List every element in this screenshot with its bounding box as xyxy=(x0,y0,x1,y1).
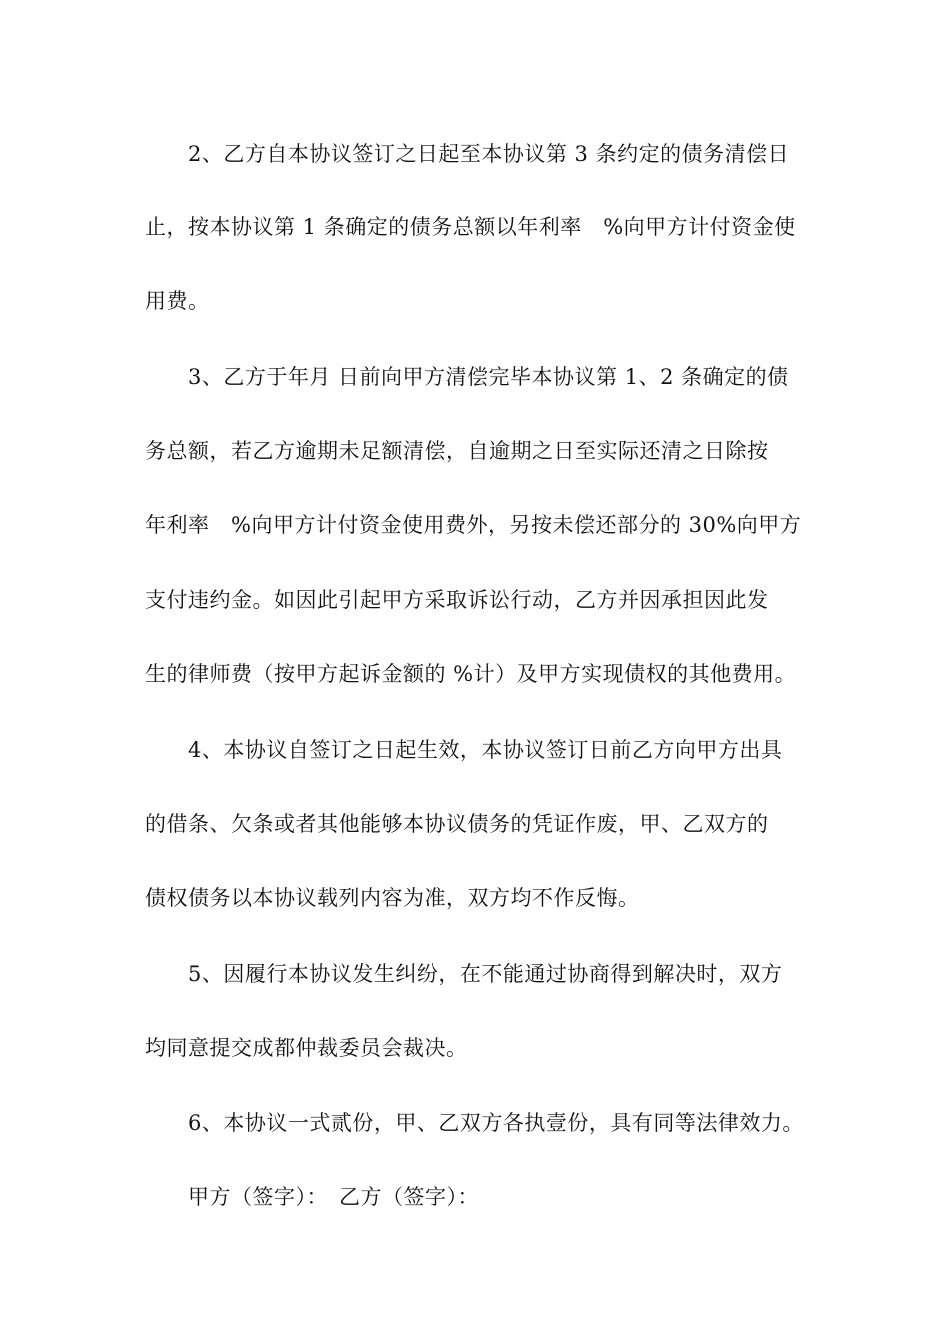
clause-3-line-5: 生的律师费（按甲方起诉金额的 %计）及甲方实现债权的其他费用。 xyxy=(145,662,797,686)
clause-4-line-1: 4、本协议自签订之日起生效，本协议签订日前乙方向甲方出具 xyxy=(188,738,783,762)
signature-line: 甲方（签字）： 乙方（签字）： xyxy=(188,1185,479,1209)
clause-3-line-3: 年利率 %向甲方计付资金使用费外，另按未偿还部分的 30%向甲方 xyxy=(145,513,802,537)
clause-5-line-2: 均同意提交成都仲裁委员会裁决。 xyxy=(145,1036,468,1060)
clause-2-line-1: 2、乙方自本协议签订之日起至本协议第 3 条约定的债务清偿日 xyxy=(188,142,790,166)
clause-4-line-3: 债权债务以本协议载列内容为准，双方均不作反悔。 xyxy=(145,886,640,910)
clause-3-line-4: 支付违约金。如因此引起甲方采取诉讼行动，乙方并因承担因此发 xyxy=(145,588,769,612)
clause-2-line-2: 止，按本协议第 1 条确定的债务总额以年利率 %向甲方计付资金使 xyxy=(145,215,796,239)
clause-5-line-1: 5、因履行本协议发生纠纷，在不能通过协商得到解决时，双方 xyxy=(188,962,783,986)
clause-3-line-1: 3、乙方于年月 日前向甲方清偿完毕本协议第 1、2 条确定的债 xyxy=(188,365,789,389)
clause-6-line-1: 6、本协议一式贰份，甲、乙双方各执壹份，具有同等法律效力。 xyxy=(188,1111,804,1135)
clause-4-line-2: 的借条、欠条或者其他能够本协议债务的凭证作废，甲、乙双方的 xyxy=(145,812,769,836)
clause-2-line-3: 用费。 xyxy=(145,289,210,313)
clause-3-line-2: 务总额，若乙方逾期未足额清偿，自逾期之日至实际还清之日除按 xyxy=(145,439,769,463)
